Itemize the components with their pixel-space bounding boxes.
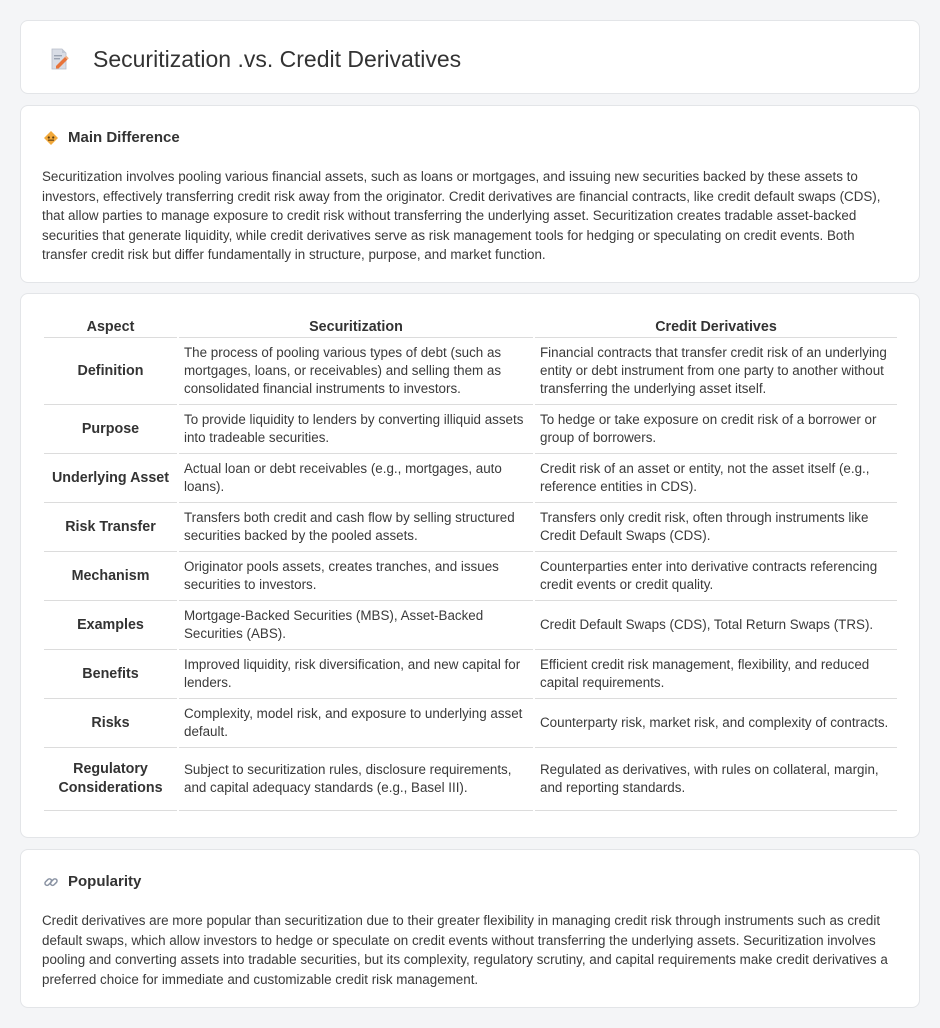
aspect-cell: Purpose xyxy=(44,405,177,454)
header-card xyxy=(20,20,920,94)
securitization-cell: Mortgage-Backed Securities (MBS), Asset-Backed Securities (ABS). xyxy=(179,601,533,650)
main-difference-heading xyxy=(43,129,180,146)
aspect-cell: Examples xyxy=(44,601,177,650)
link-icon xyxy=(43,874,59,890)
table-row xyxy=(44,338,897,405)
credit-derivatives-cell: To hedge or take exposure on credit risk of a borrower or group of borrowers. xyxy=(535,405,897,454)
page-title: Securitization .vs. Credit Derivatives xyxy=(93,46,462,72)
credit-derivatives-cell: Transfers only credit risk, often through instruments like Credit Default Swaps (CDS). xyxy=(535,503,897,552)
aspect-cell: Risk Transfer xyxy=(44,503,177,552)
document-edit-icon xyxy=(47,47,71,71)
table-row xyxy=(44,454,897,503)
section-title: Main Difference xyxy=(68,129,180,146)
main-difference-section xyxy=(20,105,920,283)
credit-derivatives-cell: Credit Default Swaps (CDS), Total Return Swaps (TRS). xyxy=(535,601,897,650)
credit-derivatives-cell: Efficient credit risk management, flexibility, and reduced capital requirements. xyxy=(535,650,897,699)
securitization-cell: Transfers both credit and cash flow by selling structured securities backed by the pooled assets. xyxy=(179,503,533,552)
aspect-cell: Mechanism xyxy=(44,552,177,601)
table-row xyxy=(44,748,897,811)
table-header-row xyxy=(44,316,897,338)
table-row xyxy=(44,699,897,748)
table-row xyxy=(44,405,897,454)
table-row xyxy=(44,601,897,650)
section-title: Popularity xyxy=(68,873,142,890)
aspect-cell: Underlying Asset xyxy=(44,454,177,503)
credit-derivatives-cell: Credit risk of an asset or entity, not the asset itself (e.g., reference entities in CDS). xyxy=(535,454,897,503)
credit-derivatives-cell: Counterparty risk, market risk, and complexity of contracts. xyxy=(535,699,897,748)
securitization-cell: Actual loan or debt receivables (e.g., mortgages, auto loans). xyxy=(179,454,533,503)
comparison-section xyxy=(20,293,920,838)
popularity-section xyxy=(20,849,920,1008)
securitization-cell: The process of pooling various types of debt (such as mortgages, loans, or receivables) and selling them as consolidated financial instruments to investors. xyxy=(179,338,533,405)
credit-derivatives-cell: Financial contracts that transfer credit risk of an underlying entity or debt instrument from one party to another without transferring the underlying asset itself. xyxy=(535,338,897,405)
securitization-cell: Improved liquidity, risk diversification, and new capital for lenders. xyxy=(179,650,533,699)
column-header-securitization: Securitization xyxy=(179,316,533,338)
diamond-warning-icon xyxy=(43,130,59,146)
aspect-cell: Regulatory Considerations xyxy=(44,748,177,811)
popularity-text: Credit derivatives are more popular than securitization due to their greater flexibility in managing credit risk through instruments such as credit default swaps, which allow investors to hedge or speculate on credit events without transferring the underlying assets. Securitization involves pooling and converting assets into tradable securities, but its complexity, regulatory scrutiny, and capital requirements make credit derivatives a preferred choice for immediate and customizable credit risk management. xyxy=(42,913,888,987)
aspect-cell: Definition xyxy=(44,338,177,405)
main-difference-text: Securitization involves pooling various financial assets, such as loans or mortgages, and issuing new securities backed by these assets to investors, effectively transferring credit risk away from the originator. Credit derivatives are financial contracts, like credit default swaps (CDS), that allow parties to manage exposure to credit risk without transferring the underlying asset. Securitization creates tradable asset-backed securities that generate liquidity, while credit derivatives serve as risk management tools for hedging or speculating on credit events. Both transfer credit risk but differ fundamentally in structure, purpose, and market function. xyxy=(42,169,881,263)
aspect-cell: Benefits xyxy=(44,650,177,699)
securitization-cell: Subject to securitization rules, disclosure requirements, and capital adequacy standards (e.g., Basel III). xyxy=(179,748,533,811)
credit-derivatives-cell: Counterparties enter into derivative contracts referencing credit events or credit quality. xyxy=(535,552,897,601)
column-header-aspect: Aspect xyxy=(44,316,177,338)
aspect-cell: Risks xyxy=(44,699,177,748)
column-header-credit-derivatives: Credit Derivatives xyxy=(535,316,897,338)
securitization-cell: Originator pools assets, creates tranches, and issues securities to investors. xyxy=(179,552,533,601)
credit-derivatives-cell: Regulated as derivatives, with rules on collateral, margin, and reporting standards. xyxy=(535,748,897,811)
table-row xyxy=(44,552,897,601)
securitization-cell: Complexity, model risk, and exposure to underlying asset default. xyxy=(179,699,533,748)
comparison-table xyxy=(42,316,899,811)
table-row xyxy=(44,503,897,552)
table-row xyxy=(44,650,897,699)
popularity-heading xyxy=(43,873,141,890)
securitization-cell: To provide liquidity to lenders by converting illiquid assets into tradeable securities. xyxy=(179,405,533,454)
